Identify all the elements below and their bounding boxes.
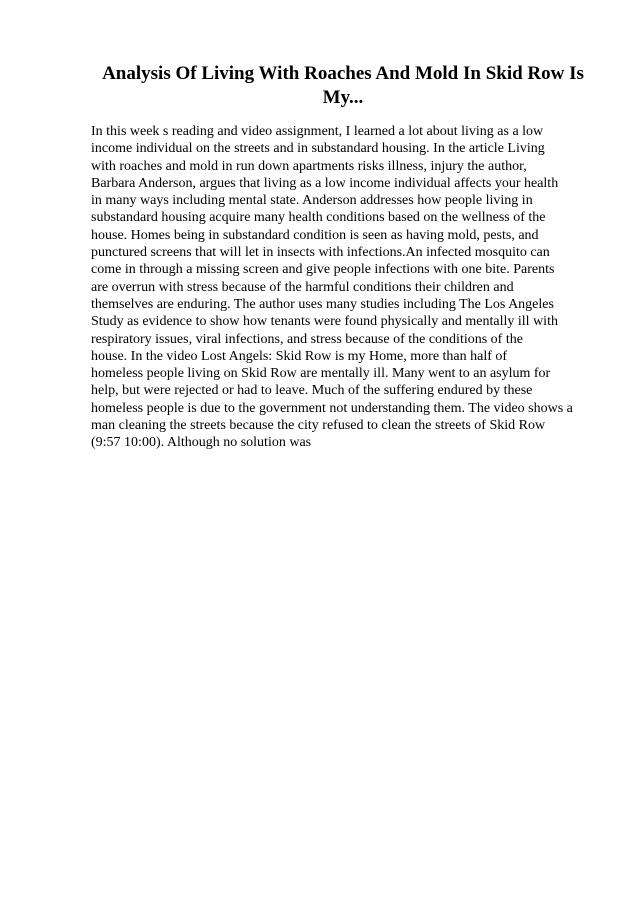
- title-line: My...: [322, 87, 364, 108]
- body-line: are overrun with stress because of the harmful conditions their children and: [91, 279, 514, 295]
- body-line: homeless people living on Skid Row are mentally ill. Many went to an asylum for: [91, 366, 551, 382]
- body-line: Study as evidence to show how tenants were found physically and mentally ill with: [91, 314, 558, 330]
- body-line: themselves are enduring. The author uses many studies including The Los Angeles: [91, 296, 554, 312]
- body-line: help, but were rejected or had to leave. Much of the suffering endured by these: [91, 383, 533, 399]
- body-line: In this week s reading and video assignment, I learned a lot about living as a low: [91, 124, 544, 139]
- body-line: with roaches and mold in run down apartments risks illness, injury the author,: [91, 158, 527, 174]
- body-line: punctured screens that will let in insects with infections.An infected mosquito can: [91, 245, 550, 261]
- body-line: house. In the video Lost Angels: Skid Row is my Home, more than half of: [91, 348, 508, 364]
- body-line: substandard housing acquire many health conditions based on the wellness of the: [91, 210, 546, 226]
- body-line: come in through a missing screen and give people infections with one bite. Parents: [91, 262, 555, 278]
- body-line: house. Homes being in substandard condition is seen as having mold, pests, and: [91, 227, 539, 243]
- document-title: [88, 62, 598, 110]
- body-line: in many ways including mental state. Anderson addresses how people living in: [91, 193, 533, 209]
- body-line: man cleaning the streets because the city refused to clean the streets of Skid Row: [91, 418, 546, 434]
- title-line: Analysis Of Living With Roaches And Mold In Skid Row Is: [102, 63, 584, 84]
- body-line: (9:57 10:00). Although no solution was: [91, 435, 312, 451]
- body-line: Barbara Anderson, argues that living as a low income individual affects your health: [91, 175, 559, 191]
- document-body: [91, 123, 601, 452]
- body-line: income individual on the streets and in substandard housing. In the article Living: [91, 141, 545, 157]
- body-line: respiratory issues, viral infections, and stress because of the conditions of the: [91, 331, 523, 347]
- body-line: homeless people is due to the government not understanding them. The video shows a: [91, 400, 573, 416]
